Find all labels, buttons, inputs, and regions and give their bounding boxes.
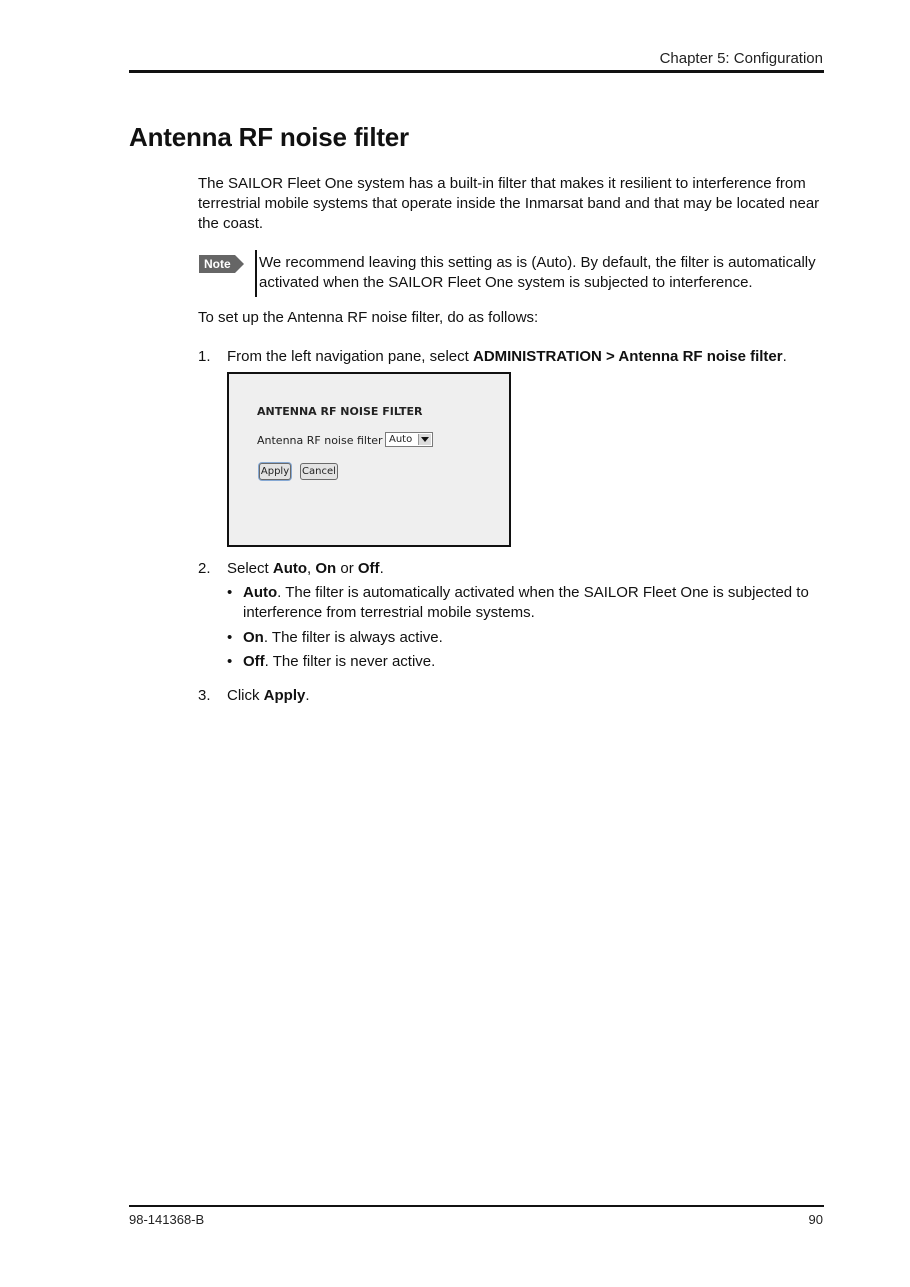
cancel-button[interactable]: Cancel [300,463,338,480]
bullet-auto-text [243,583,824,623]
step-1-number: 1. [198,348,211,365]
step-2-or: or [336,560,358,577]
bullet-on-term: On [243,629,264,646]
bullet-dot-icon: • [227,584,233,601]
apply-button[interactable]: Apply [259,463,291,480]
bullet-auto-term: Auto [243,584,278,601]
step-2-option-auto: Auto [272,560,308,577]
bullet-auto-description: . The filter is automatically activated when the SAILOR Fleet One is subjected to interference from terrestrial mobile systems. [243,584,809,621]
note-text: We recommend leaving this setting as is (Auto). By default, the filter is automatically activated when the SAILOR Fleet One system is subjected to interference. [259,254,816,291]
step-2-select-word: Select [227,560,273,577]
step-1-text-after: . [782,348,787,365]
bullet-on-description: . The filter is always active. [263,629,443,646]
bullet-off-text [243,652,824,672]
note-box [199,250,825,298]
step-2-option-on: On [315,560,337,577]
header-rule [129,70,824,73]
chevron-down-icon[interactable] [418,434,431,445]
bullet-off [227,652,824,672]
step-2 [198,559,824,579]
noise-filter-label: Antenna RF noise filter [257,434,383,447]
step-2-option-off: Off [357,560,380,577]
page-title: Antenna RF noise filter [129,122,409,152]
step-1-text-before: From the left navigation pane, select [227,348,473,365]
document-number: 98-141368-B [129,1212,205,1227]
procedure-lead: To set up the Antenna RF noise filter, do as follows: [198,309,539,326]
step-2-period: . [379,560,384,577]
step-3-text-before: Click [227,687,264,704]
screenshot-section-title: ANTENNA RF NOISE FILTER [257,405,423,418]
step-3-number: 3. [198,687,211,704]
bullet-on-text [243,628,824,648]
step-2-number: 2. [198,560,211,577]
step-3-text-after: . [305,687,310,704]
step-3-apply-word: Apply [263,687,306,704]
noise-filter-select[interactable] [385,432,433,447]
step-2-comma: , [307,560,316,577]
settings-screenshot [227,372,511,547]
footer-rule [129,1205,824,1207]
bullet-off-term: Off [243,653,265,670]
intro-paragraph: The SAILOR Fleet One system has a built-in filter that makes it resilient to interference from terrestrial mobile systems that operate inside the Inmarsat band and that may be located near the coast. [198,175,820,232]
step-1 [198,347,824,367]
bullet-dot-icon: • [227,629,233,646]
page-number: 90 [808,1212,823,1227]
note-divider [255,250,257,297]
step-2-text [227,559,824,579]
bullet-auto [227,583,824,623]
step-1-text [227,347,824,367]
bullet-on [227,628,824,648]
note-badge: Note [199,255,235,273]
step-1-nav-path: ADMINISTRATION > Antenna RF noise filter [472,348,783,365]
bullet-dot-icon: • [227,653,233,670]
step-3-text [227,686,824,706]
bullet-off-description: . The filter is never active. [264,653,436,670]
chapter-header: Chapter 5: Configuration [659,50,823,67]
step-3 [198,686,824,706]
noise-filter-select-value: Auto [389,434,413,445]
